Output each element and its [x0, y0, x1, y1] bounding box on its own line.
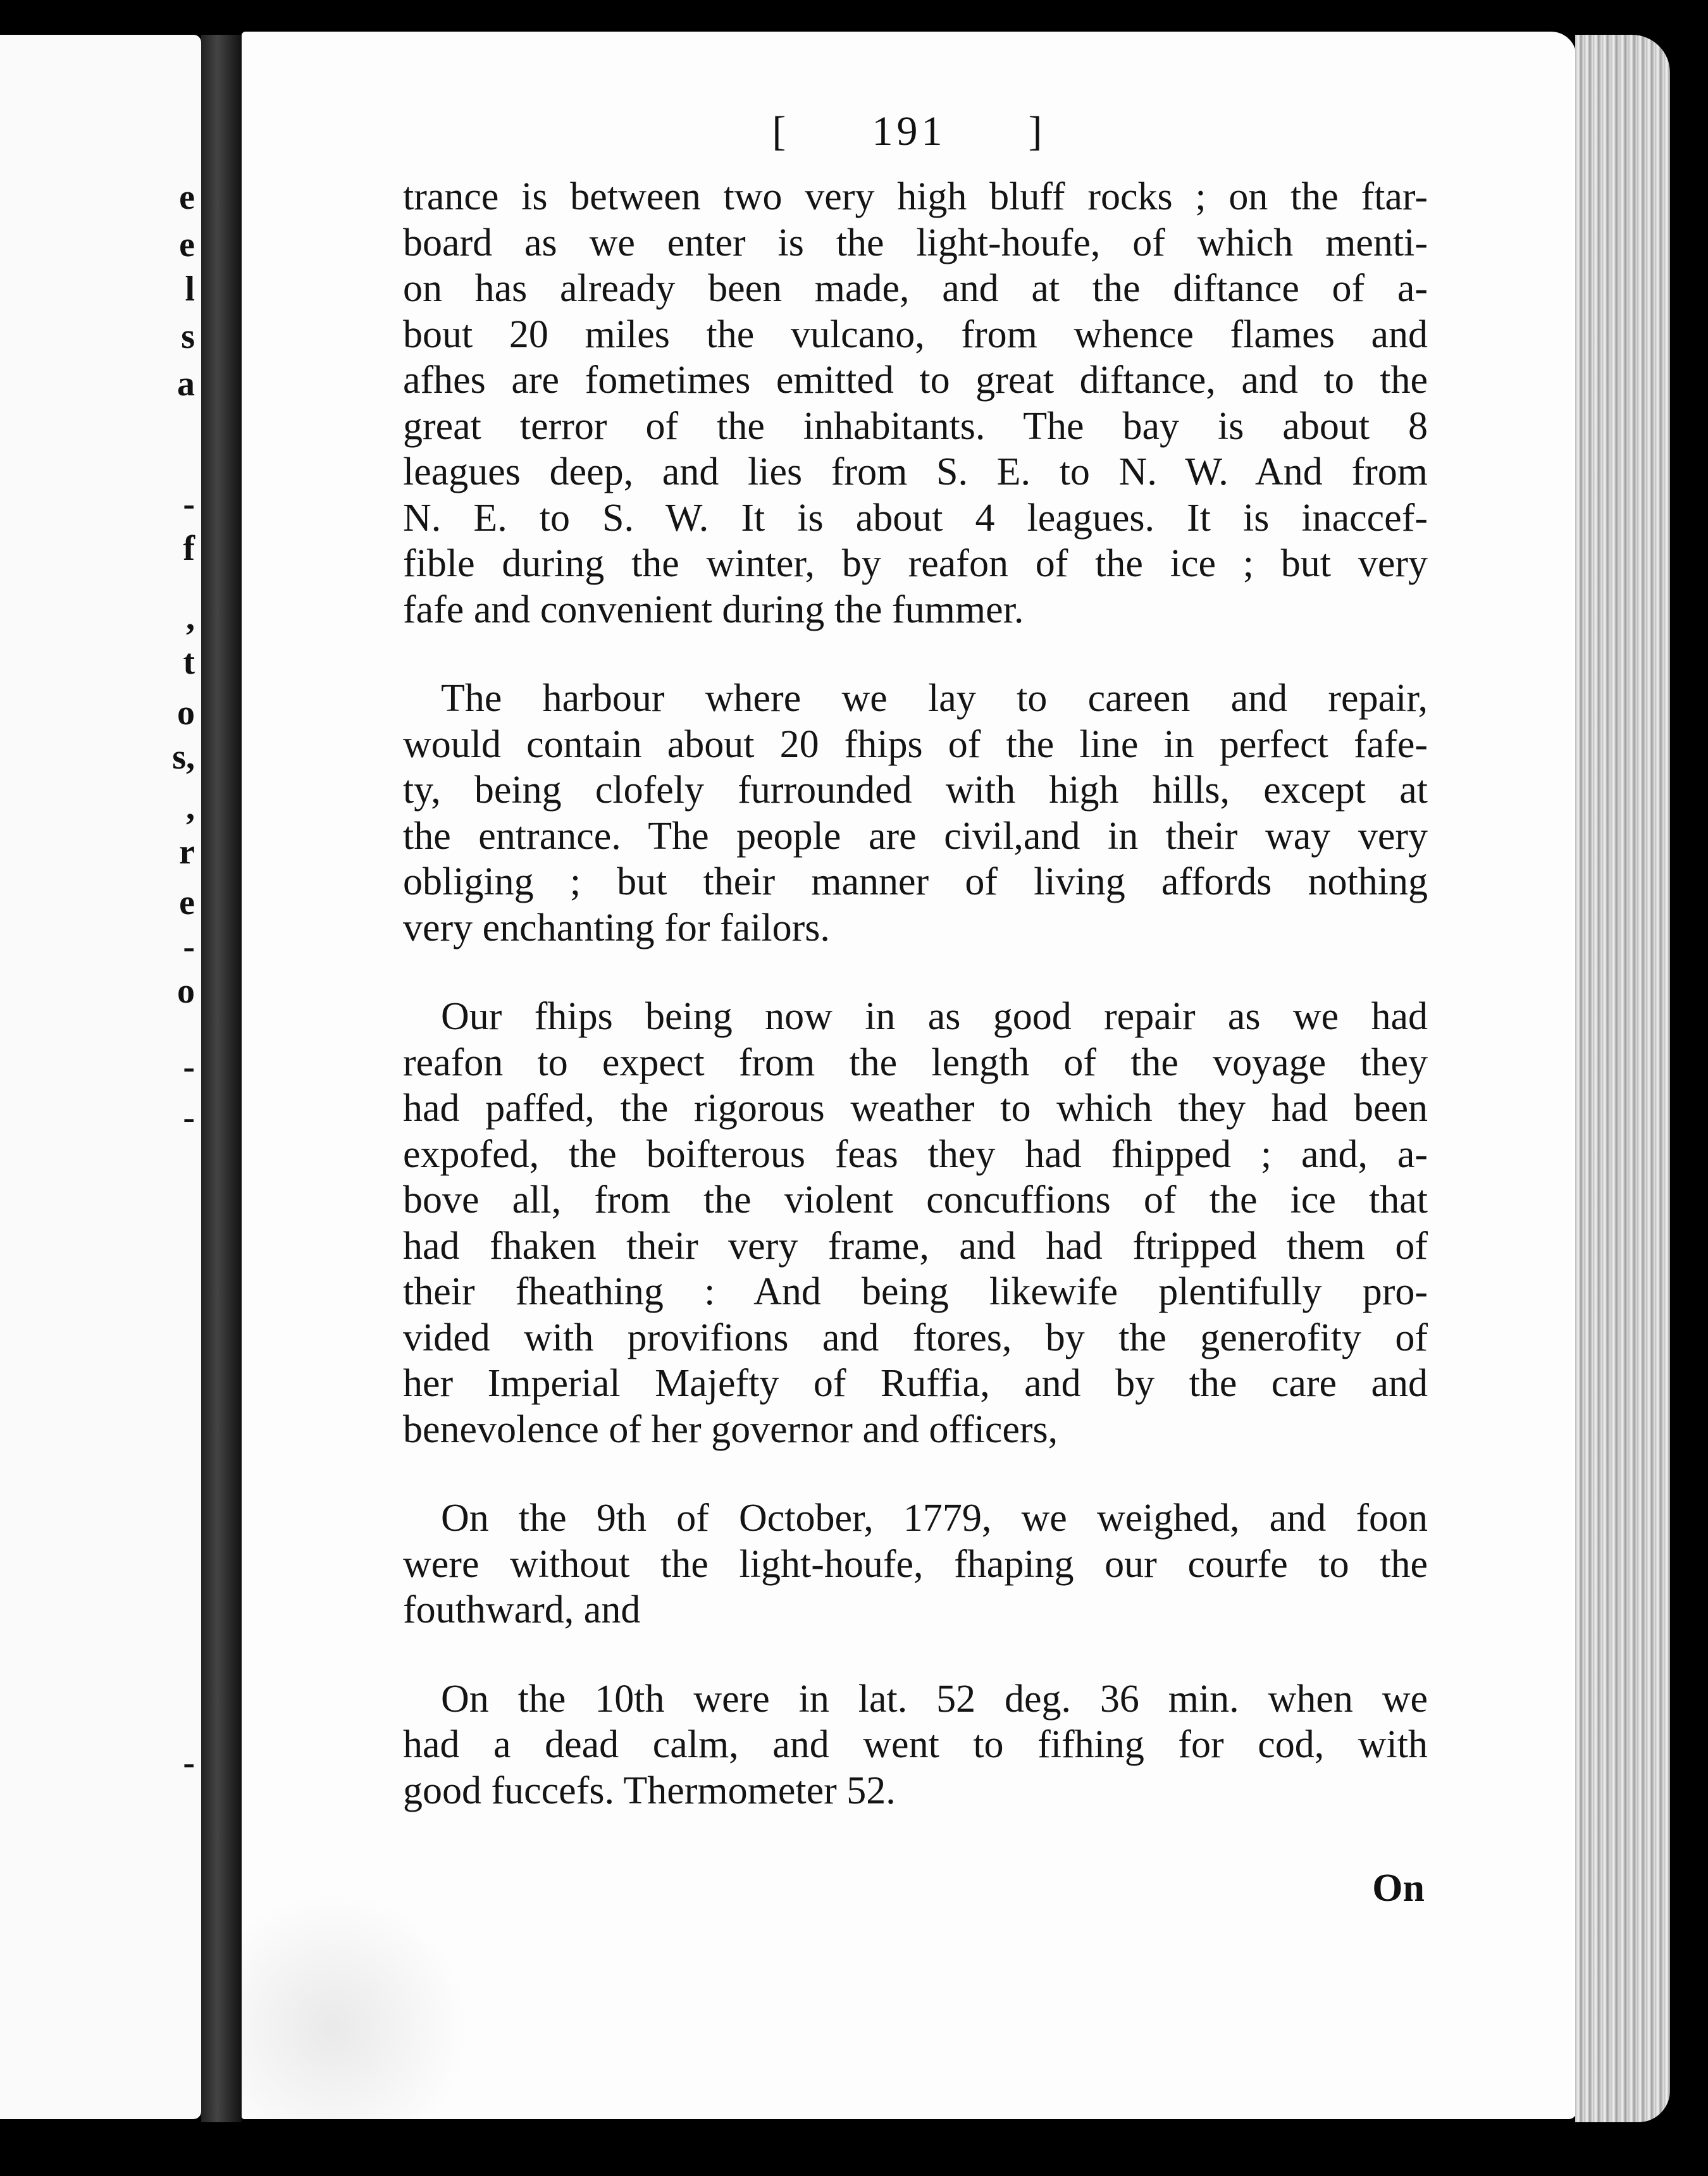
margin-fragment: o [177, 693, 195, 733]
text-line: N. E. to S. W. It is about 4 leagues. It is inaccef- [403, 496, 1428, 540]
text-line: had fhaken their very frame, and had ftripped them of [403, 1224, 1428, 1268]
paragraph [403, 1676, 1428, 1814]
text-line: on has already been made, and at the diftance of a- [403, 267, 1428, 310]
page-header [242, 108, 1576, 156]
margin-fragment: r [179, 832, 195, 872]
text-line: reafon to expect from the length of the voyage they [403, 1041, 1428, 1084]
text-line: fafe and convenient during the fummer. [403, 588, 1024, 631]
margin-fragment: - [183, 1048, 195, 1087]
margin-fragment: - [183, 1743, 195, 1783]
text-line: benevolence of her governor and officers, [403, 1407, 1058, 1451]
text-line: had paffed, the rigorous weather to which they had been [403, 1087, 1428, 1130]
body-text [403, 174, 1428, 1857]
text-line: were without the light-houfe, fhaping our courfe to the [403, 1542, 1428, 1586]
paragraph [403, 676, 1428, 951]
margin-fragment: - [183, 1098, 195, 1137]
margin-fragment: e [179, 178, 195, 217]
text-line: bove all, from the violent concuffions of the ice that [403, 1178, 1428, 1221]
text-line: board as we enter is the light-houfe, of which menti- [403, 221, 1428, 264]
paragraph [403, 174, 1428, 633]
text-line: great terror of the inhabitants. The bay is about 8 [403, 404, 1428, 448]
margin-fragment: s, [172, 738, 195, 777]
text-line: trance is between two very high bluff rocks ; on the ftar- [403, 175, 1428, 218]
text-line: the entrance. The people are civil,and in their way very [403, 814, 1428, 858]
margin-fragment: o [177, 972, 195, 1011]
page-edges [1575, 35, 1670, 2122]
margin-fragment: , [186, 788, 195, 827]
text-line: would contain about 20 fhips of the line in perfect fafe- [403, 722, 1428, 766]
text-line: vided with provifions and ftores, by the generofity of [403, 1316, 1428, 1359]
margin-fragment: - [183, 485, 195, 524]
text-line: expofed, the boifterous feas they had fhipped ; and, a- [403, 1132, 1428, 1176]
text-line: Our fhips being now in as good repair as we had [441, 995, 1428, 1038]
margin-fragment: f [183, 529, 195, 568]
catchword: On [1372, 1867, 1425, 1910]
book-gutter [201, 35, 242, 2122]
text-line: good fuccefs. Thermometer 52. [403, 1769, 896, 1812]
paper-stain [242, 1891, 469, 2119]
text-line: bout 20 miles the vulcano, from whence flames and [403, 312, 1428, 356]
margin-fragment: l [185, 269, 195, 309]
text-line: fouthward, and [403, 1588, 641, 1631]
right-bracket: ] [1028, 108, 1046, 154]
right-page [242, 32, 1576, 2119]
text-line: afhes are fometimes emitted to great diftance, and to the [403, 359, 1428, 402]
text-line: their fheathing : And being likewife plentifully pro- [403, 1270, 1428, 1313]
margin-fragment: e [179, 883, 195, 922]
paragraph [403, 1495, 1428, 1633]
text-line: obliging ; but their manner of living affords nothing [403, 860, 1428, 903]
margin-fragment: t [183, 643, 195, 682]
left-bracket: [ [772, 108, 790, 154]
text-line: ty, being clofely furrounded with high hills, except at [403, 769, 1428, 812]
text-line: very enchanting for failors. [403, 906, 830, 949]
margin-fragment: e [179, 225, 195, 264]
text-line: her Imperial Majefty of Ruffia, and by the care and [403, 1362, 1428, 1405]
margin-fragment: , [186, 598, 195, 638]
margin-fragment: - [183, 927, 195, 967]
left-page [0, 35, 201, 2119]
margin-fragment: a [177, 364, 195, 404]
paragraph [403, 994, 1428, 1452]
text-line: On the 10th were in lat. 52 deg. 36 min. when we [441, 1677, 1428, 1721]
text-line: leagues deep, and lies from S. E. to N. W. And from [403, 450, 1428, 493]
text-line: had a dead calm, and went to fifhing for cod, with [403, 1723, 1428, 1766]
margin-fragment: s [181, 317, 195, 356]
text-line: On the 9th of October, 1779, we weighed, and foon [441, 1497, 1428, 1540]
text-line: The harbour where we lay to careen and repair, [441, 677, 1428, 720]
page-number: 191 [872, 108, 946, 154]
text-line: fible during the winter, by reafon of the ice ; but very [403, 542, 1428, 585]
